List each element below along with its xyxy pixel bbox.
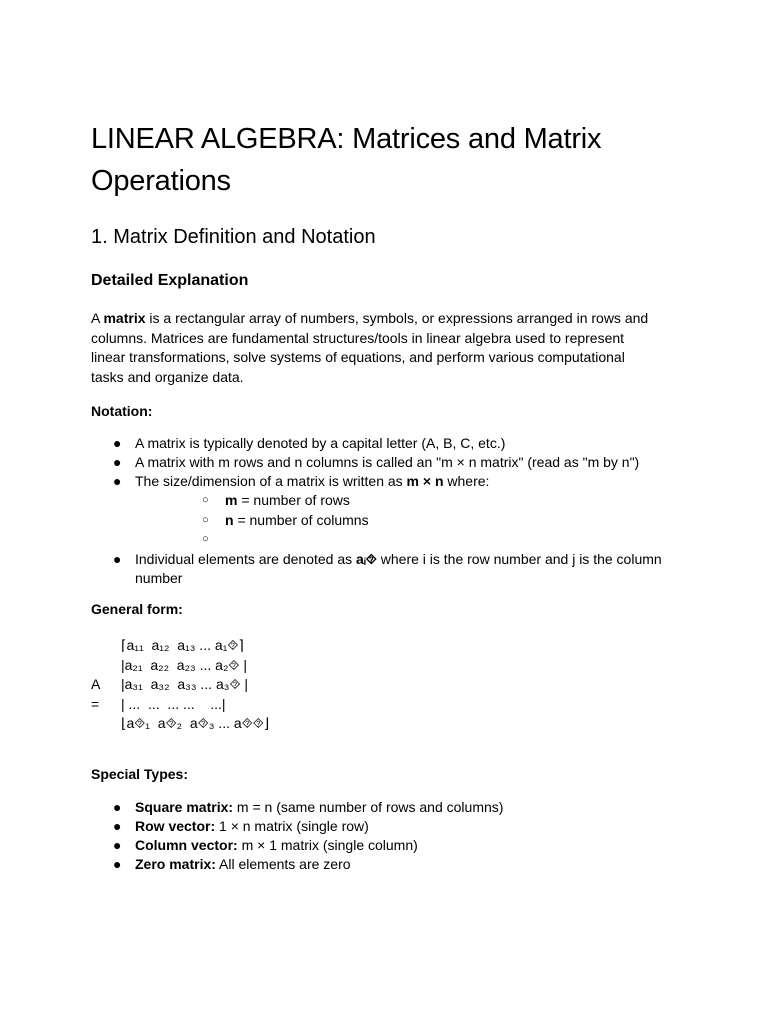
list-item-bold: Column vector: <box>135 837 238 853</box>
list-item-bold: m × n <box>406 473 444 489</box>
list-item <box>91 453 671 472</box>
sub-list-item <box>135 530 671 550</box>
circle-bullet-icon: ○ <box>202 494 209 506</box>
general-form-label: General form: <box>91 601 183 617</box>
intro-bold-term: matrix <box>103 310 146 326</box>
list-item-text: where i is the row number and j is the column number <box>135 550 662 586</box>
list-item <box>91 472 671 550</box>
sub-item-bold: m <box>225 492 238 508</box>
matrix-row-text: | ... ... ... ... ...| <box>121 695 226 712</box>
list-item <box>91 855 671 874</box>
bullet-icon: ● <box>113 818 122 834</box>
page-title: LINEAR ALGEBRA: Matrices and Matrix Operations <box>91 123 602 197</box>
matrix-lhs: A = <box>91 676 100 712</box>
special-types-list <box>91 798 671 874</box>
matrix-row-text: ⌊a⯑₁ a⯑₂ a⯑₃ ... a⯑⯑⌋ <box>121 715 270 731</box>
notation-label: Notation: <box>91 403 153 419</box>
sub-item-text: = number of columns <box>233 511 369 528</box>
circle-bullet-icon: ○ <box>202 533 209 545</box>
list-item-text: Individual elements are denoted as <box>135 550 357 567</box>
section-heading: 1. Matrix Definition and Notation <box>91 226 376 248</box>
special-types-label: Special Types: <box>91 766 189 782</box>
list-item-text: A matrix with m rows and n columns is called an "m × n matrix" (read as "m by n") <box>135 454 640 470</box>
matrix-row-text: |a₂₁ a₂₂ a₂₃ ... a₂⯑ | <box>121 656 247 673</box>
list-item-bold: Zero matrix: <box>135 856 216 872</box>
list-item <box>91 817 671 836</box>
list-item <box>91 550 671 588</box>
bullet-icon: ● <box>113 856 122 872</box>
sub-item-text: = number of rows <box>237 492 350 508</box>
list-item-text: All elements are zero <box>215 856 351 872</box>
intro-prefix: A <box>91 310 104 326</box>
size-sublist <box>135 491 671 550</box>
document-content <box>91 118 691 872</box>
circle-bullet-icon: ○ <box>202 513 209 526</box>
list-item-text: The size/dimension of a matrix is written as <box>135 473 407 489</box>
bullet-icon: ● <box>113 550 122 567</box>
notation-list <box>91 434 671 588</box>
list-item-bold: Square matrix: <box>135 799 234 815</box>
list-item <box>91 434 671 453</box>
bullet-icon: ● <box>113 435 122 451</box>
intro-paragraph <box>91 309 651 387</box>
list-item-bold: aᵢ⯑ <box>356 550 377 567</box>
sub-item-bold: n <box>225 511 234 528</box>
sub-list-item <box>135 491 671 511</box>
list-item-text: m = n (same number of rows and columns) <box>233 799 504 815</box>
list-item <box>91 798 671 817</box>
list-item-text: where: <box>443 473 490 489</box>
list-item-text: m × 1 matrix (single column) <box>237 837 418 853</box>
list-item-text: A matrix is typically denoted by a capital letter (A, B, C, etc.) <box>135 435 506 451</box>
bullet-icon: ● <box>113 837 122 853</box>
sub-list-item <box>135 511 671 531</box>
list-item-text: 1 × n matrix (single row) <box>215 818 369 834</box>
matrix-row-text: |a₃₁ a₃₂ a₃₃ ... a₃⯑ | <box>121 676 249 692</box>
list-item <box>91 836 671 855</box>
list-item-bold: Row vector: <box>135 818 216 834</box>
matrix-row-text: ⌈a₁₁ a₁₂ a₁₃ ... a₁⯑⌉ <box>121 637 244 653</box>
bullet-icon: ● <box>113 799 122 815</box>
subsection-heading: Detailed Explanation <box>91 272 249 289</box>
bullet-icon: ● <box>113 473 122 489</box>
intro-rest: is a rectangular array of numbers, symbols, or expressions arranged in rows and columns. Matrices are fundamental structures/tools in linear algebra used to represent linear transformations, solve systems of equations, and perform various computational tasks and organize data. <box>91 310 649 385</box>
bullet-icon: ● <box>113 454 122 470</box>
